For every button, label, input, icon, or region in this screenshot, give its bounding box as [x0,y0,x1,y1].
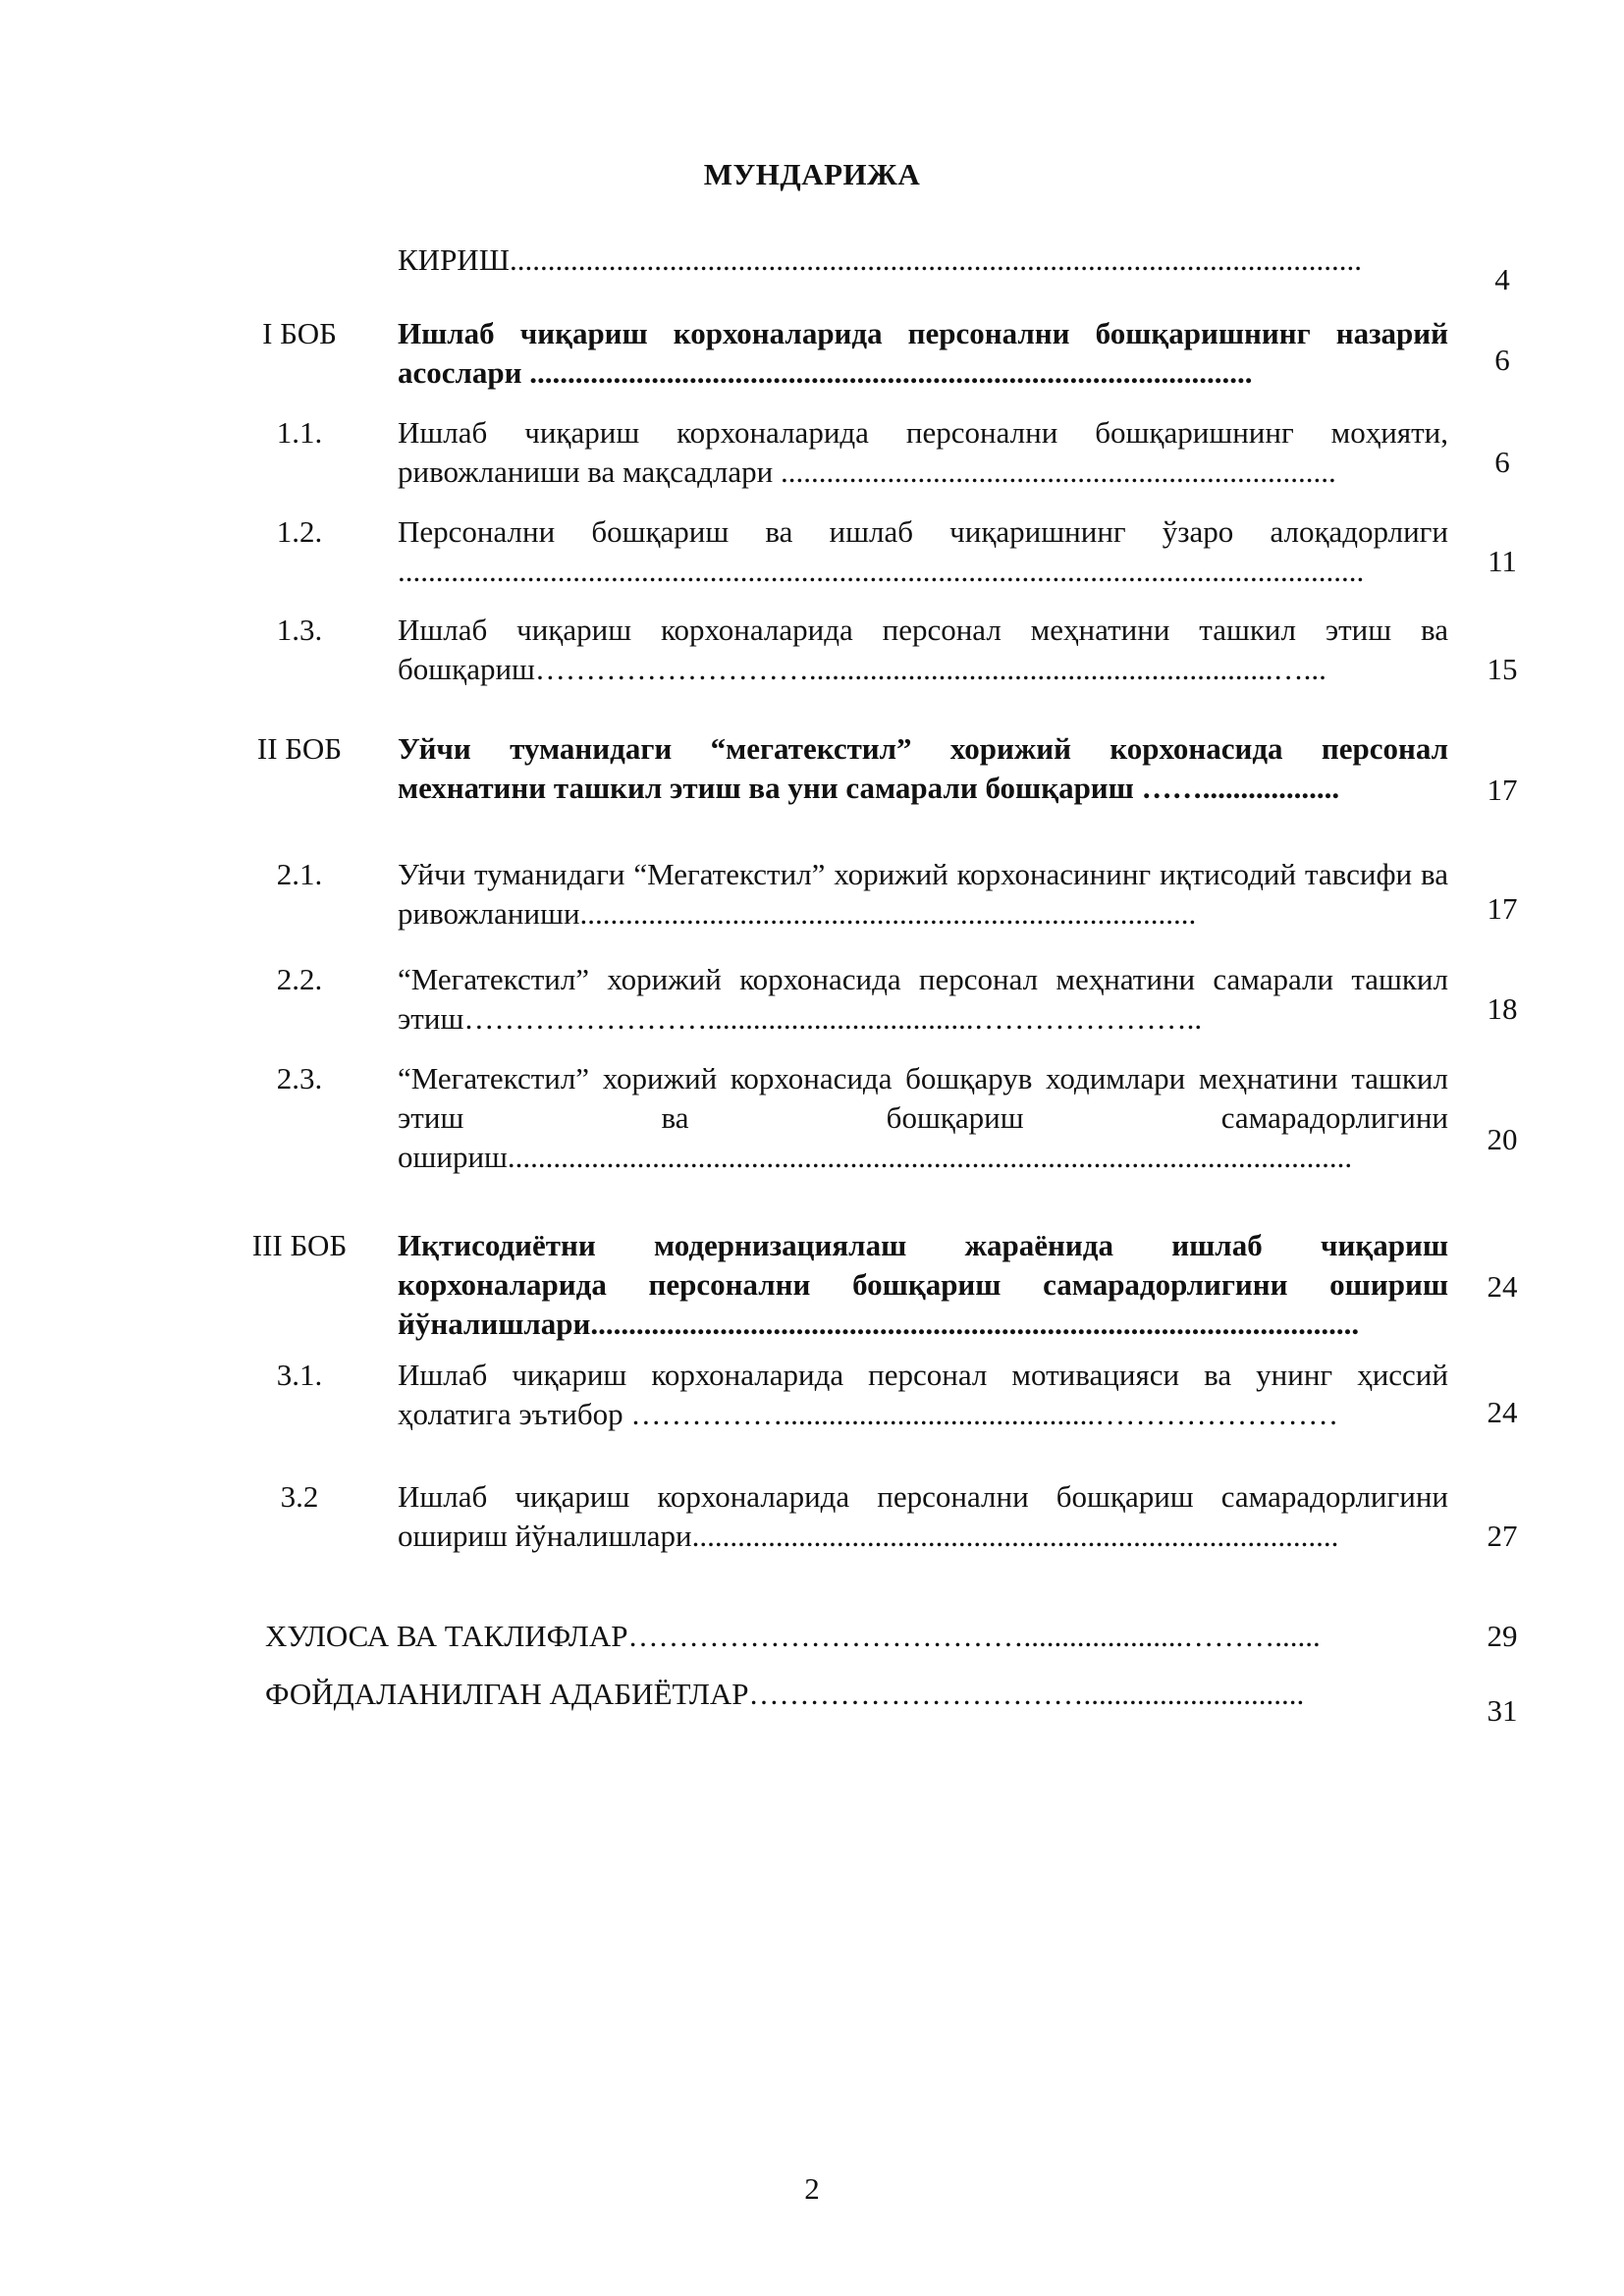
toc-entry-title: Ишлаб чиқариш корхоналарида персонал меҳнатини ташкил этиш ва бошқариш……………………….............................................................…... [398,613,1448,686]
page-title: МУНДАРИЖА [703,157,921,191]
toc-entry-title: КИРИШ................................................................................................................ [398,242,1362,277]
toc-entry-page: 27 [1487,1519,1518,1553]
toc-entry-title: Персонални бошқариш ва ишлаб чиқаришнинг ўзаро алоқадорлиги ............................................................................................................................... [398,514,1448,588]
toc-entry-title: ХУЛОСА ВА ТАКЛИФЛАР………………………………….....................………...... [265,1619,1321,1653]
toc-entry-page: 11 [1488,544,1517,578]
toc-entry-title: Ишлаб чиқариш корхоналарида персонални бошқаришнинг моҳияти, ривожланиши ва мақсадлари ......................................................................... [398,415,1448,489]
toc-entry-page: 17 [1487,773,1518,807]
toc-entry-page: 31 [1487,1693,1518,1728]
toc-entry-number: 1.3. [276,613,323,647]
toc-entry-page: 15 [1487,652,1518,686]
toc-entry-title: ФОЙДАЛАНИЛГАН АДАБИЁТЛАР……………………………............................. [265,1677,1305,1711]
toc-entry-title: “Мегатекстил” хорижий корхонасида персонал меҳнатини самарали ташкил этиш……………………...................................………………….. [398,962,1448,1036]
toc-entry-number: 3.2 [280,1479,319,1514]
toc-entry-number: II БОБ [256,731,343,766]
toc-entry-number: I БОБ [262,316,337,350]
toc-entry-number: 3.1. [276,1358,323,1392]
toc-entry-page: 29 [1487,1619,1518,1653]
toc-entry-title: Ишлаб чиқариш корхоналарида персонални бошқаришнинг назарий асослари ............................................................................................... [398,316,1448,390]
toc-entry-page: 18 [1487,991,1518,1026]
toc-entry-page: 6 [1494,445,1510,479]
toc-entry-page: 20 [1487,1122,1518,1156]
toc-entry-title: Уйчи туманидаги “мегатекстил” хорижий корхонасида персонал мехнатини ташкил этиш ва уни самарали бошқариш …….................. [398,731,1448,805]
toc-entry-title: Ишлаб чиқариш корхоналарида персонал мотивацияси ва унинг ҳиссий ҳолатига эътибор …………….........................................…………………… [398,1358,1448,1431]
toc-entry-page: 24 [1487,1269,1518,1304]
page-number: 2 [804,2171,820,2206]
toc-entry-page: 6 [1494,343,1510,377]
toc-entry-number: 1.1. [276,415,323,450]
toc-entry-number: 2.1. [276,857,323,891]
toc-entry-page: 17 [1487,891,1518,926]
toc-entry-page: 4 [1494,262,1510,296]
toc-entry-number: 2.3. [276,1061,323,1095]
toc-entry-title: “Мегатекстил” хорижий корхонасида бошқарув ходимлари меҳнатини ташкил этиш ва бошқариш самарадорлигини ошириш............................................................................................................... [398,1061,1448,1174]
toc-entry-title: Ишлаб чиқариш корхоналарида персонални бошқариш самарадорлигини ошириш йўналишлари..................................................................................... [398,1479,1448,1553]
toc-entry-number: 2.2. [276,962,323,996]
toc-entry-page: 24 [1487,1395,1518,1429]
toc-entry-title: Иқтисодиётни модернизациялаш жараёнида ишлаб чиқариш корхоналарида персонални бошқариш самарадорлигини ошириш йўналишлари..................................................................................................... [398,1228,1448,1341]
toc-entry-number: 1.2. [276,514,323,549]
toc-entry-title: Уйчи туманидаги “Мегатекстил” хорижий корхонасининг иқтисодий тавсифи ва ривожланиши................................................................................. [398,857,1448,931]
toc-entry-number: III БОБ [251,1228,348,1262]
